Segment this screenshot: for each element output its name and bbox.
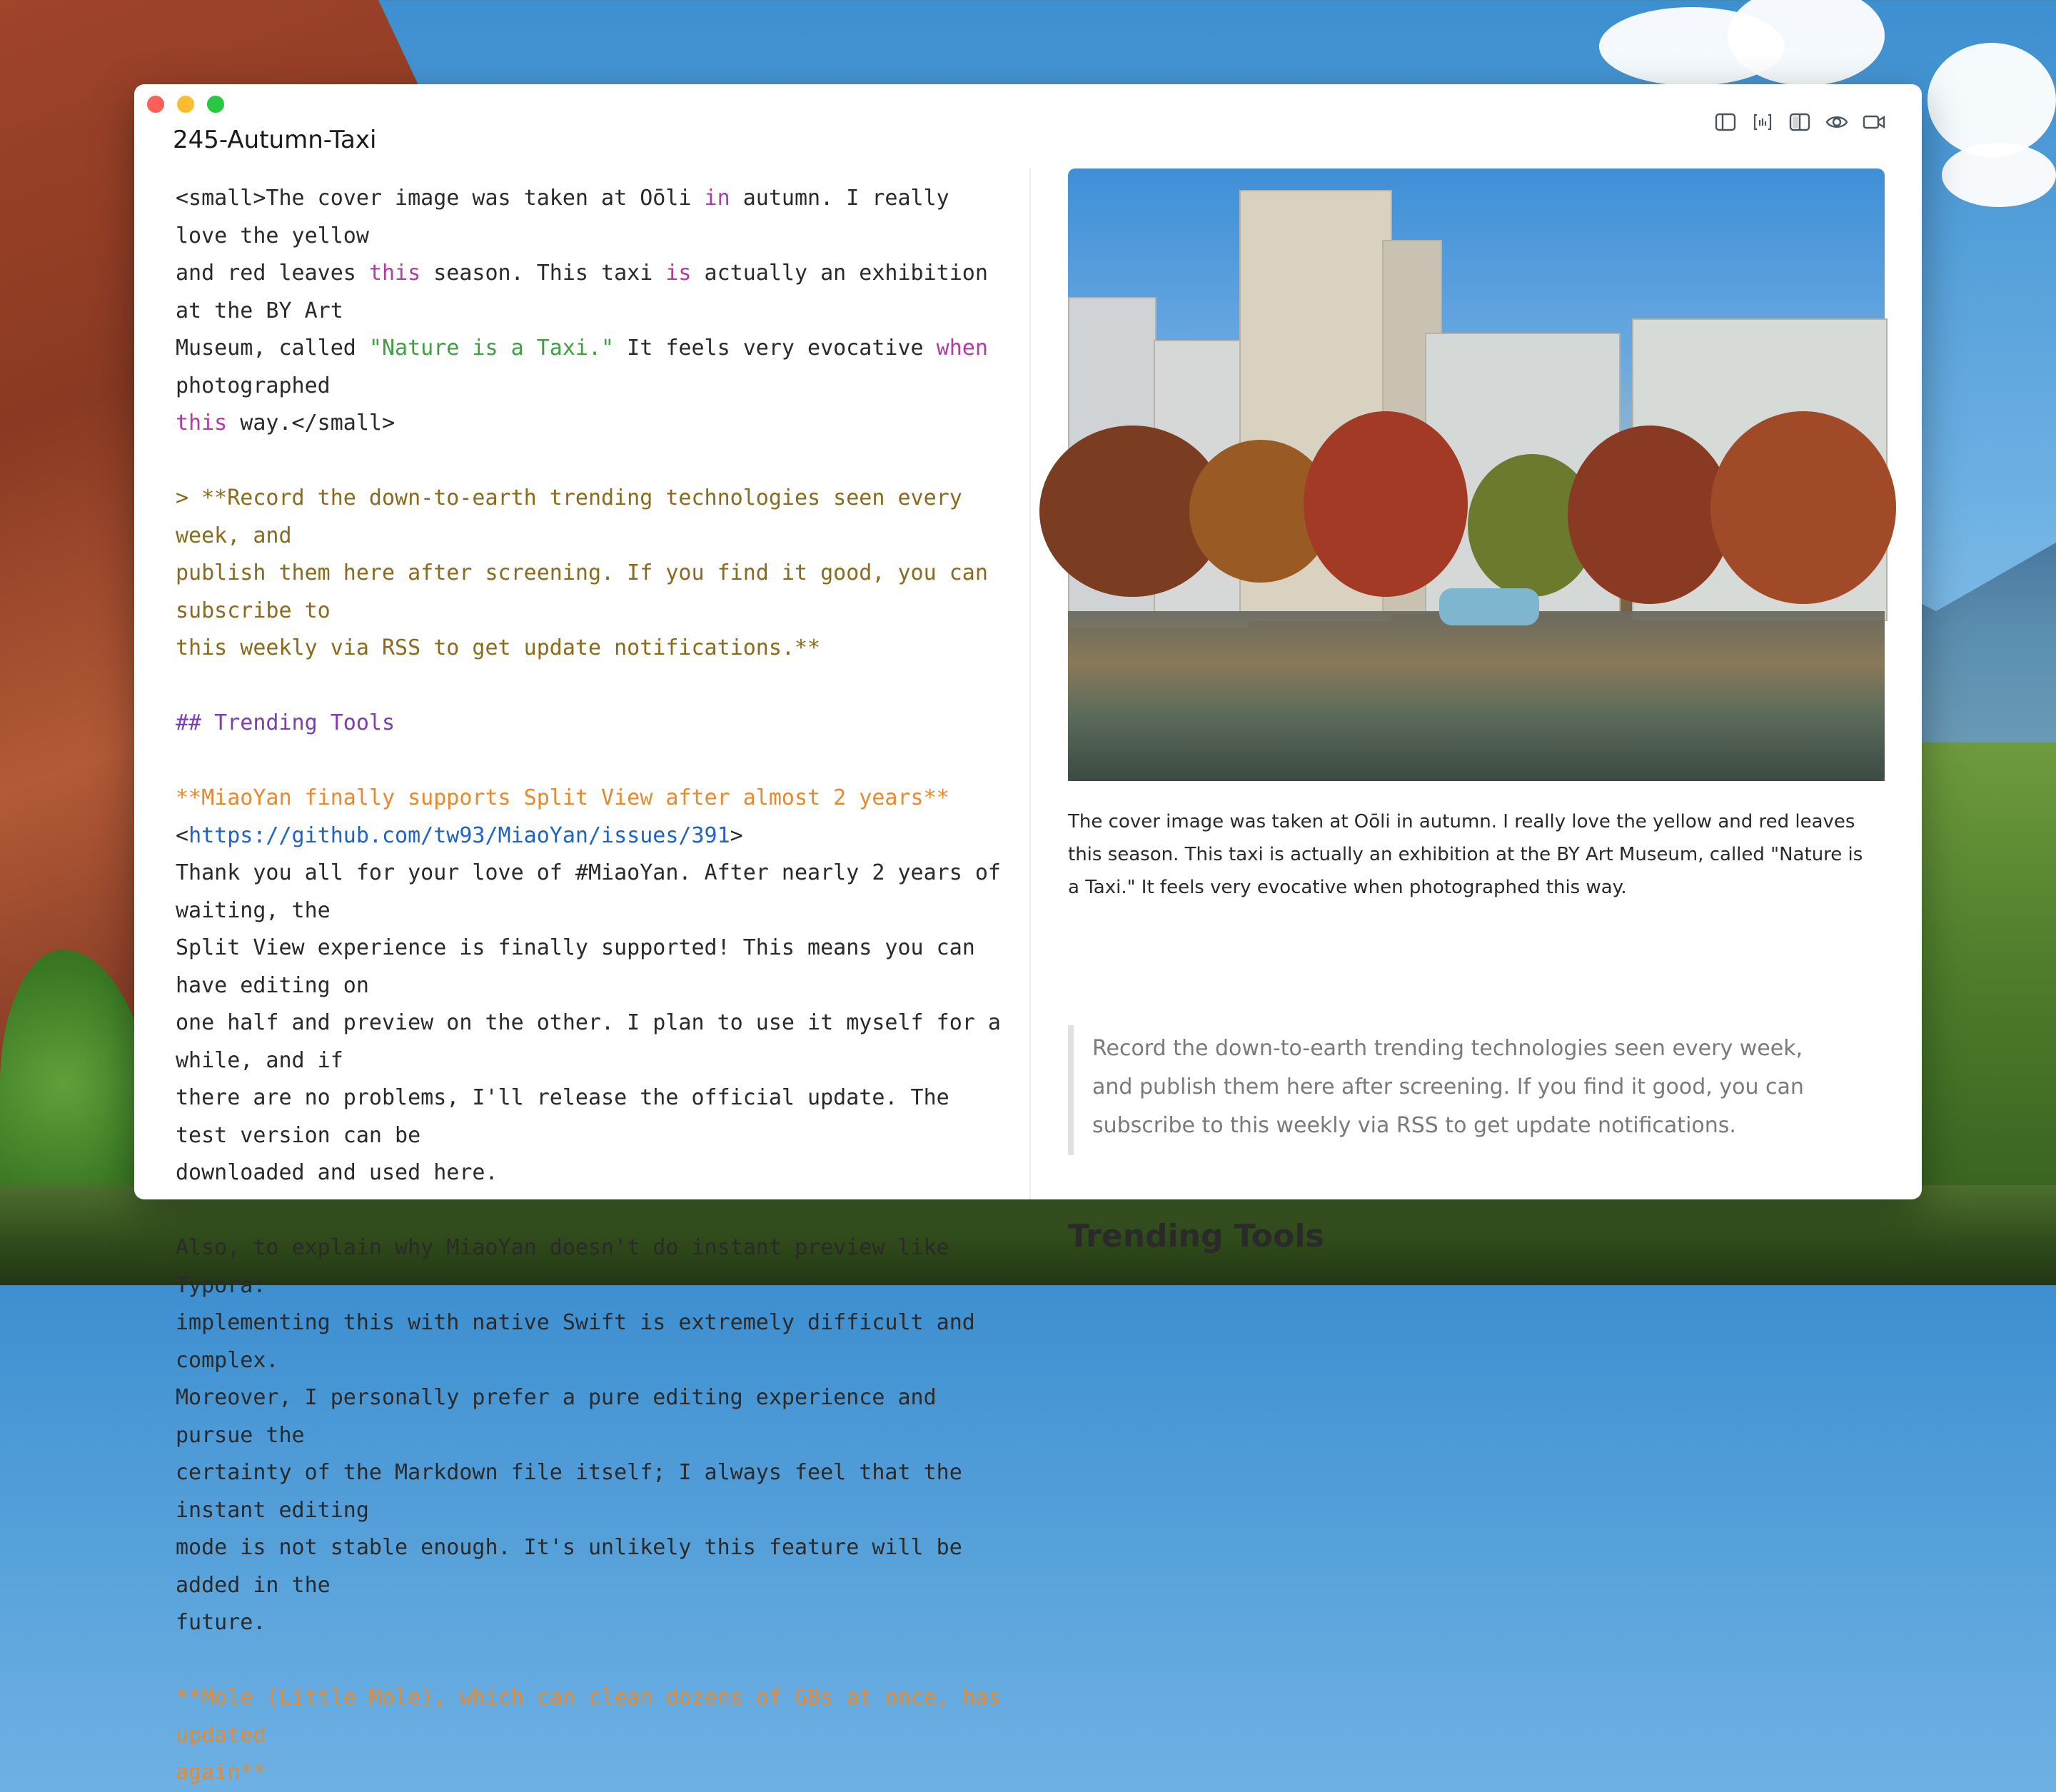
close-button[interactable] <box>147 96 164 113</box>
split-view-icon <box>1788 110 1812 134</box>
text-span: and red leaves <box>176 261 369 286</box>
caption-line: The cover image was taken at Oōli in autumn. I really love the yellow and red leaves <box>1068 811 1855 832</box>
text-span: way.</small> <box>227 411 395 436</box>
markdown-preview[interactable] <box>1068 168 1886 1254</box>
text-span: season. This taxi <box>420 261 666 286</box>
editor-line <box>176 330 1011 405</box>
editor-quote-line: > **Record the down-to-earth trending technologies seen every week, and <box>176 485 962 548</box>
format-button[interactable] <box>1750 110 1775 134</box>
editor-quote-line: this weekly via RSS to get update notifications.** <box>176 635 821 660</box>
editor-line: one half and preview on the other. I plan to use it myself for a while, and if <box>176 1010 1001 1073</box>
issue-link[interactable]: https://github.com/tw93/MiaoYan/issues/391 <box>188 822 730 848</box>
app-window <box>134 84 1922 1785</box>
text-span: actually an exhibition at the BY Art <box>176 261 988 323</box>
keyword-span: is <box>665 261 692 286</box>
keyword-span: in <box>704 186 730 211</box>
editor-line: Moreover, I personally prefer a pure editing experience and pursue the <box>176 1385 937 1448</box>
editor-line <box>176 180 1011 255</box>
editor-bold-line: **Mole (Little Mole), which can clean dozens of GBs at once, has updated <box>176 1685 1001 1748</box>
keyword-span: this <box>368 261 421 286</box>
text-span: < <box>176 822 189 848</box>
reflection-pool <box>1068 611 1885 781</box>
text-span: It feels very evocative <box>614 336 937 361</box>
preview-heading: Trending Tools <box>1068 1218 1324 1254</box>
desktop-cloud <box>1928 43 2056 157</box>
editor-line: there are no problems, I'll release the official update. The test version can be <box>176 1085 949 1148</box>
preview-blockquote <box>1068 1025 1880 1155</box>
blockquote-line: subscribe to this weekly via RSS to get update notifications. <box>1092 1113 1736 1138</box>
editor-bold-line: **MiaoYan finally supports Split View after almost 2 years** <box>176 785 949 810</box>
zoom-button[interactable] <box>207 96 224 113</box>
markdown-editor[interactable] <box>176 180 1011 1785</box>
editor-line: Split View experience is finally supported! This means you can have editing on <box>176 935 975 998</box>
split-divider[interactable] <box>1029 168 1031 1199</box>
keyword-span: when <box>936 336 988 361</box>
editor-link-line <box>176 817 1011 855</box>
string-span: "Nature is a Taxi." <box>368 336 615 361</box>
taxi <box>1439 588 1539 625</box>
text-span: > <box>730 822 743 848</box>
split-view-button[interactable] <box>1788 110 1812 134</box>
editor-line <box>176 255 1011 330</box>
caption-line: this season. This taxi is actually an exhibition at the BY Art Museum, called "Nature is <box>1068 844 1863 865</box>
eye-icon <box>1825 110 1849 134</box>
cover-image <box>1068 168 1885 781</box>
preview-button[interactable] <box>1825 110 1849 134</box>
blockquote-line: and publish them here after screening. If you find it good, you can <box>1092 1074 1804 1099</box>
blockquote-line: Record the down-to-earth trending technologies seen every week, <box>1092 1036 1803 1061</box>
document-title: 245-Autumn-Taxi <box>173 126 377 154</box>
code-icon <box>1750 110 1775 134</box>
presentation-button[interactable] <box>1862 110 1886 134</box>
window-controls <box>147 96 224 113</box>
preview-caption <box>1068 805 1886 904</box>
keyword-span: this <box>176 411 228 436</box>
editor-line: Also, to explain why MiaoYan doesn't do instant preview like Typora: <box>176 1235 949 1298</box>
sidebar-toggle-button[interactable] <box>1713 110 1738 134</box>
text-span: photographed <box>176 373 331 398</box>
editor-quote-line: publish them here after screening. If you find it good, you can subscribe to <box>176 560 988 623</box>
desktop-cloud <box>1942 143 2056 207</box>
editor-line: implementing this with native Swift is extremely difficult and complex. <box>176 1310 975 1373</box>
minimize-button[interactable] <box>177 96 194 113</box>
sidebar-icon <box>1713 110 1738 134</box>
editor-line: certainty of the Markdown file itself; I always feel that the instant editing <box>176 1460 962 1523</box>
editor-bold-line: again** <box>176 1760 266 1785</box>
text-span: autumn. I really love the yellow <box>176 186 949 248</box>
video-icon <box>1862 110 1886 134</box>
editor-line: downloaded and used here. <box>176 1160 498 1185</box>
editor-heading: ## Trending Tools <box>176 710 395 735</box>
editor-line: Thank you all for your love of #MiaoYan. After nearly 2 years of waiting, the <box>176 860 1001 923</box>
editor-line: future. <box>176 1610 266 1635</box>
text-span: Museum, called <box>176 336 369 361</box>
toolbar <box>1713 110 1886 134</box>
editor-line <box>176 405 1011 443</box>
text-span: <small>The cover image was taken at Oōli <box>176 186 705 211</box>
caption-line: a Taxi." It feels very evocative when photographed this way. <box>1068 877 1627 898</box>
editor-line: mode is not stable enough. It's unlikely this feature will be added in the <box>176 1535 962 1598</box>
